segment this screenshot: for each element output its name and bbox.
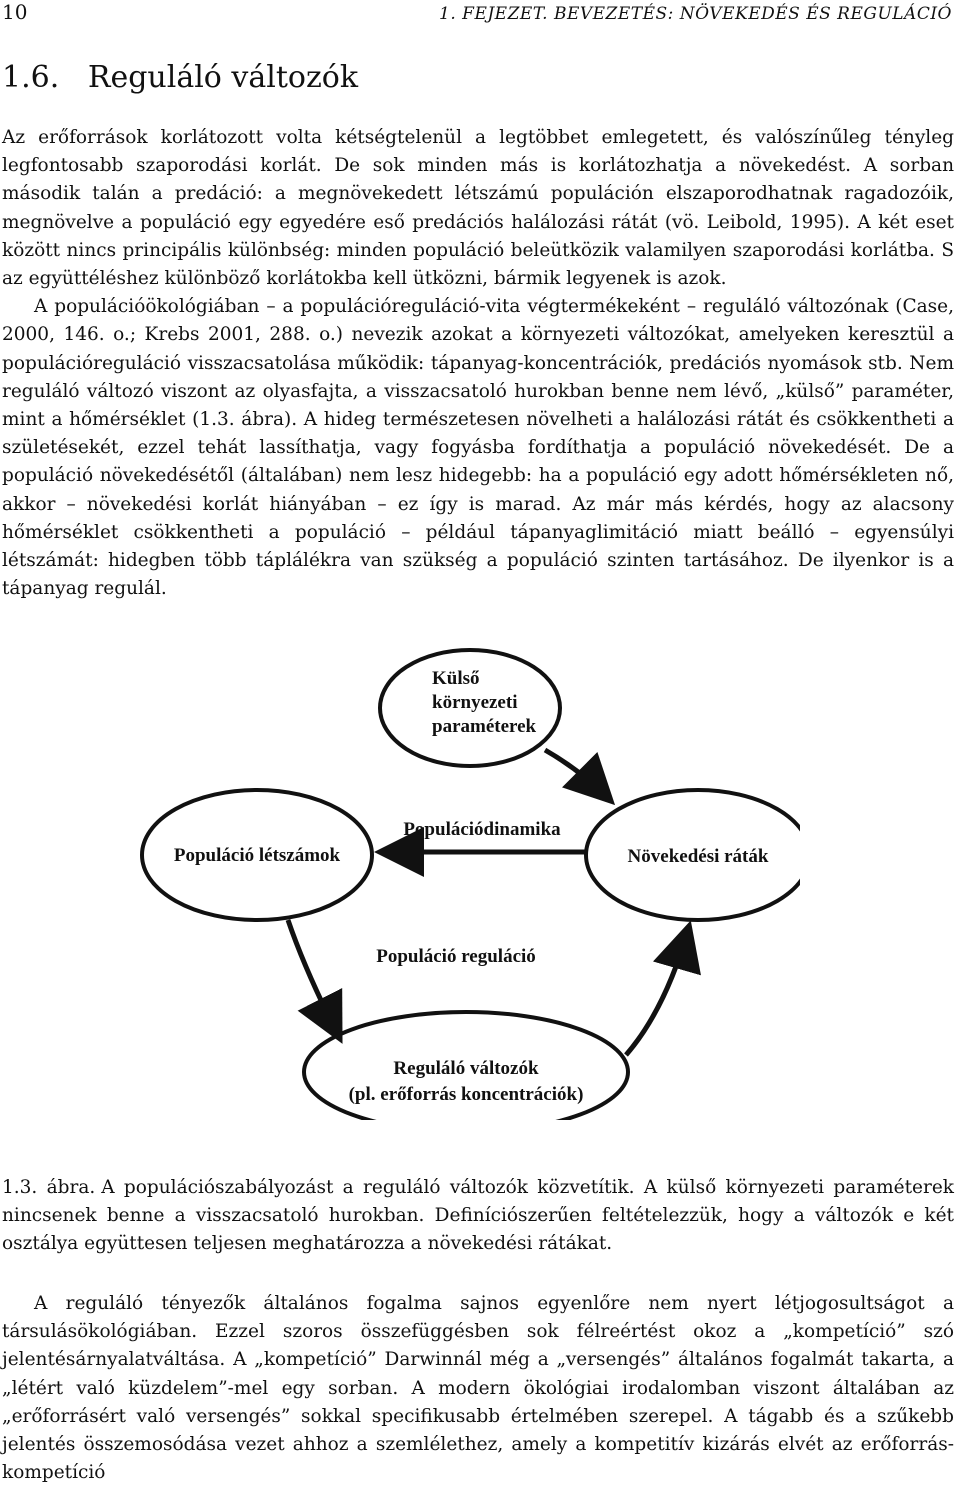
paragraph-3: A reguláló tényezők általános fogalma sajnos egyenlőre nem nyert létjogosultságot a társulásökológiában. Ezzel szoros összefüggésben sok félreértést okoz a „kompetíció” szó jelentésárnyalatváltása. A „kompetíció” Darwinnál még a „versengés” általános fogalmát takarta, a „létért való küzdelem”-mel egy sorban. A modern ökológiai irodalomban viszont általában az „erőforrásért való versengés” sokkal specifikusabb értelmében szerepel. A tágabb és a szűkebb jelentés összemosódása vezet ahhoz a szemlélethez, amely a kompetitív kizárás elvét az erőforrás-kompetíció <box>2 1293 954 1484</box>
arrow-regulating-to-growth <box>626 930 688 1055</box>
node-regulating-line2: (pl. erőforrás koncentrációk) <box>348 1084 584 1105</box>
paragraph-1: Az erőforrások korlátozott volta kétségtelenül a legtöbbet emlegetett, és valószínűleg tényleg legfontosabb szaporodási korlát. De sok minden más is korlátozhatja a növekedést. A sorban második talán a predáció: a megnövekedett létszámú populáción elszaporodhatnak ragadozóik, megnövelve a populáció egy egyedére eső predációs halálozási rátát (vö. Leibold, 1995). A két eset között nincs principális különbség: minden populáció beleütközik valamilyen szaporodási korlátba. S az együttéléshez különböző korlátokba kell ütközni, bármik legyenek is azok. <box>2 127 954 290</box>
body-text <box>2 124 954 603</box>
caption-label: 1.3. ábra. <box>2 1177 96 1198</box>
body-text-continued <box>2 1290 954 1487</box>
section-number: 1.6. <box>2 60 60 95</box>
label-population-dynamics: Populációdinamika <box>403 819 561 840</box>
node-external-line1: Külső <box>432 668 480 689</box>
caption-text-block <box>2 1174 954 1259</box>
node-growth-rates-label: Növekedési ráták <box>627 846 769 867</box>
node-external-line3: paraméterek <box>432 716 537 737</box>
figure-feedback-diagram <box>140 640 800 1120</box>
arrow-external-to-growth <box>545 750 608 798</box>
arrow-population-to-regulating <box>288 920 338 1035</box>
page-number: 10 <box>2 0 28 24</box>
node-external-line2: környezeti <box>432 692 518 713</box>
label-population-regulation: Populáció reguláció <box>376 946 536 967</box>
node-regulating-line1: Reguláló változók <box>393 1058 539 1079</box>
section-title: Reguláló változók <box>87 60 358 95</box>
diagram-svg <box>140 640 800 1120</box>
paragraph-2: A populációökológiában – a populációreguláció-vita végtermékeként – reguláló változónak (Case, 2000, 146. o.; Krebs 2001, 288. o.) nevezik azokat a környezeti változókat, amelyeken keresztül a populációreguláció visszacsatolása működik: tápanyag-koncentrációk, predációs nyomások stb. Nem reguláló változó viszont az olyasfajta, a visszacsatoló hurokban benne nem lévő, „külső” paraméter, mint a hőmérséklet (1.3. ábra). A hideg természetesen növelheti a halálozási rátát és csökkentheti a születésekét, ezzel tehát lassíthatja, vagy fogyásba fordíthatja a populáció növekedését. De a populáció növekedésétől (általában) nem lesz hidegebb: ha a populáció egy adott hőmérsékleten nő, akkor – növekedési korlát hiányában – ez így is marad. Az már más kérdés, hogy az alacsony hőmérséklet csökkentheti a populáció – például tápanyaglimitáció miatt beálló – egyensúlyi létszámát: hidegben több táplálékra van szükség a populáció szinten tartásához. De ilyenkor is a tápanyag regulál. <box>2 296 954 600</box>
figure-caption <box>2 1174 954 1259</box>
section-heading <box>2 60 358 95</box>
node-population-size-label: Populáció létszámok <box>173 845 341 866</box>
caption-text: A populációszabályozást a reguláló változók közvetítik. A külső környezeti paraméterek nincsenek benne a visszacsatoló hurokban. Definíciószerűen feltételezzük, hogy a változók e két osztálya együttesen teljesen meghatározza a növekedési rátákat. <box>2 1177 954 1255</box>
running-header: 1. FEJEZET. BEVEZETÉS: NÖVEKEDÉS ÉS REGULÁCIÓ <box>439 4 952 24</box>
